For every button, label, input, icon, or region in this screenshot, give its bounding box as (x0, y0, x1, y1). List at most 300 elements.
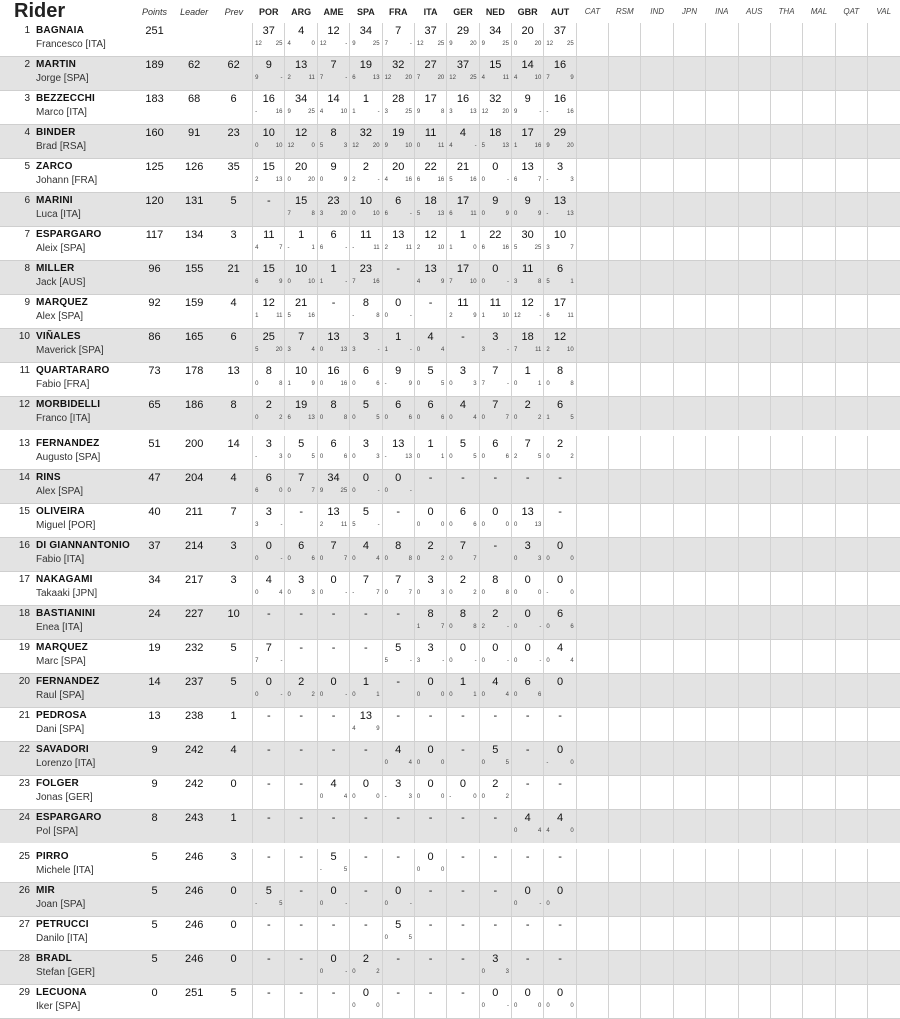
main-race-points: 4 (570, 658, 574, 664)
main-race-points: 25 (437, 41, 445, 47)
race-total-points: 0 (556, 987, 564, 999)
rider-cell (0, 295, 136, 329)
sprint-points: 0 (481, 969, 485, 975)
main-race-points: 6 (440, 415, 445, 421)
future-race-cell (835, 397, 867, 434)
race-result-cell (479, 193, 511, 227)
future-race-cell (706, 227, 738, 261)
race-total-points: 0 (427, 506, 434, 518)
race-result-cell (447, 227, 479, 261)
future-race-cell (738, 470, 770, 504)
rider-row (0, 572, 900, 606)
rider-first-name-nation: Miguel [POR] (36, 520, 96, 531)
race-result-cell (414, 329, 446, 363)
rider-surname: MIR (36, 885, 55, 896)
rider-surname: MARINI (36, 195, 73, 206)
future-race-cell (576, 674, 608, 708)
future-race-cell (835, 91, 867, 125)
rider-cell (0, 227, 136, 261)
race-total-points: 2 (556, 438, 564, 450)
race-result-cell (447, 23, 479, 57)
future-race-cell (770, 57, 802, 91)
sprint-points: 0 (514, 828, 518, 834)
rider-surname: BAGNAIA (36, 25, 85, 36)
race-result-cell (447, 674, 479, 708)
sprint-points: 0 (319, 901, 324, 907)
race-total-points: - (299, 987, 303, 999)
main-race-points: 0 (538, 590, 542, 596)
future-race-cell (803, 985, 835, 1019)
future-race-cell (641, 572, 673, 606)
race-result-cell (285, 708, 317, 742)
rider-gap-leader: 165 (173, 329, 215, 363)
future-race-cell (835, 572, 867, 606)
sprint-points: 0 (514, 692, 518, 698)
race-total-points: 1 (427, 438, 434, 450)
future-race-cell (576, 295, 608, 329)
rider-points: 19 (136, 640, 174, 674)
future-race-cell (609, 742, 641, 776)
main-race-points: - (345, 279, 348, 285)
rider-gap-leader: 246 (173, 917, 215, 951)
main-race-points: 4 (538, 828, 542, 834)
main-race-points: - (280, 522, 283, 528)
race-result-cell (479, 91, 511, 125)
race-result-cell (317, 470, 349, 504)
rider-cell (0, 159, 136, 193)
race-result-cell (253, 951, 285, 985)
race-total-points: - (299, 851, 303, 863)
sprint-points: 0 (319, 692, 324, 698)
race-result-cell (285, 433, 317, 470)
future-race-cell (641, 193, 673, 227)
race-result-cell (479, 433, 511, 470)
rider-position: 11 (19, 365, 30, 376)
race-result-cell (285, 261, 317, 295)
race-total-points: 6 (330, 229, 337, 241)
race-total-points: 6 (265, 472, 272, 484)
race-result-cell (544, 742, 576, 776)
rider-gap-leader: 227 (173, 606, 215, 640)
future-race-cell (673, 227, 705, 261)
race-total-points: - (266, 919, 271, 931)
sprint-points: - (449, 794, 452, 800)
race-total-points: 2 (459, 574, 467, 586)
race-result-cell (414, 23, 446, 57)
rider-first-name-nation: Franco [ITA] (36, 413, 91, 424)
race-result-cell (414, 433, 446, 470)
main-race-points: 1 (538, 381, 542, 387)
race-total-points: 17 (456, 263, 470, 275)
sprint-points: 0 (481, 794, 485, 800)
rider-points: 251 (136, 23, 174, 57)
future-race-cell (673, 504, 705, 538)
race-result-cell (350, 674, 382, 708)
race-result-cell (285, 810, 317, 847)
race-total-points: 19 (359, 59, 372, 71)
sprint-points: 0 (319, 347, 324, 353)
future-race-cell (609, 397, 641, 434)
main-race-points: 0 (440, 522, 445, 528)
future-race-cell (641, 810, 673, 847)
race-result-cell (285, 57, 317, 91)
race-total-points: 12 (327, 25, 340, 37)
future-race-cell (738, 227, 770, 261)
main-race-points: - (345, 969, 348, 975)
future-race-cell (609, 329, 641, 363)
future-race-cell (641, 159, 673, 193)
race-total-points: - (266, 953, 271, 965)
race-total-points: - (396, 710, 401, 722)
future-race-cell (803, 470, 835, 504)
race-total-points: 1 (459, 229, 467, 241)
race-result-cell (285, 640, 317, 674)
race-result-cell (382, 397, 414, 434)
sprint-points: 0 (449, 590, 453, 596)
race-result-cell (544, 295, 576, 329)
future-race-cell (641, 433, 673, 470)
race-total-points: 0 (362, 778, 369, 790)
race-result-cell (350, 742, 382, 776)
main-race-points: 9 (279, 279, 283, 285)
future-race-cell (641, 470, 673, 504)
main-race-points: - (539, 901, 542, 907)
race-total-points: 0 (427, 676, 434, 688)
race-total-points: 6 (298, 540, 305, 552)
race-result-cell (414, 572, 446, 606)
future-race-cell (641, 57, 673, 91)
future-race-cell (867, 742, 900, 776)
race-total-points: 7 (330, 59, 337, 71)
race-result-cell (479, 810, 511, 847)
rider-surname: BASTIANINI (36, 608, 96, 619)
sprint-points: 4 (514, 75, 518, 81)
rider-row (0, 742, 900, 776)
main-race-points: - (377, 347, 380, 353)
main-race-points: 3 (311, 590, 315, 596)
race-total-points: 9 (524, 93, 531, 105)
future-race-cell (609, 846, 641, 883)
sprint-points: - (546, 590, 549, 596)
race-total-points: 37 (456, 59, 470, 71)
race-total-points: 0 (556, 540, 564, 552)
race-total-points: 4 (556, 642, 564, 654)
sprint-points: 0 (449, 658, 453, 664)
main-race-points: - (507, 279, 509, 285)
race-result-cell (544, 470, 576, 504)
rider-row (0, 810, 900, 847)
future-race-cell (673, 985, 705, 1019)
race-total-points: 0 (524, 574, 531, 586)
race-header-ita: ITA (423, 6, 438, 17)
race-total-points: 6 (330, 438, 337, 450)
race-result-cell (253, 193, 285, 227)
rider-row (0, 125, 900, 159)
race-result-cell (285, 23, 317, 57)
rider-position: 16 (18, 540, 30, 551)
main-race-points: 6 (570, 624, 574, 630)
sprint-points: 12 (449, 75, 456, 81)
main-race-points: 2 (473, 590, 477, 596)
race-total-points: 11 (263, 229, 275, 241)
main-race-points: 16 (340, 381, 348, 387)
future-race-cell (673, 742, 705, 776)
rider-gap-prev: 5 (215, 674, 253, 708)
rider-cell (0, 538, 136, 572)
race-result-cell (512, 91, 544, 125)
future-race-cell (738, 504, 770, 538)
rider-surname: NAKAGAMI (36, 574, 93, 585)
future-race-cell (673, 572, 705, 606)
rider-gap-prev: 10 (215, 606, 253, 640)
sprint-points: 0 (546, 901, 550, 907)
main-race-points: 13 (437, 211, 445, 217)
race-result-cell (447, 433, 479, 470)
future-race-cell (609, 91, 641, 125)
future-race-cell (673, 193, 705, 227)
race-total-points: - (558, 472, 562, 484)
rider-row (0, 883, 900, 917)
race-result-cell (382, 57, 414, 91)
race-total-points: - (331, 710, 336, 722)
race-result-cell (544, 227, 576, 261)
sprint-points: 0 (287, 590, 291, 596)
main-race-points: 10 (534, 75, 542, 81)
future-race-cell (576, 640, 608, 674)
race-result-cell (414, 883, 446, 917)
sprint-points: 0 (384, 590, 388, 596)
race-total-points: 0 (395, 297, 402, 309)
sprint-points: 12 (481, 109, 489, 115)
race-total-points: 10 (295, 263, 308, 275)
future-race-cell (803, 640, 835, 674)
main-race-points: 11 (308, 75, 315, 81)
rider-gap-prev: 3 (215, 572, 253, 606)
race-result-cell (285, 606, 317, 640)
race-result-cell (382, 538, 414, 572)
race-total-points: 16 (262, 93, 275, 105)
race-total-points: 13 (392, 438, 405, 450)
rider-cell (0, 397, 136, 434)
future-race-cell (673, 538, 705, 572)
race-result-cell (447, 125, 479, 159)
rider-position: 2 (24, 59, 30, 70)
future-race-cell (641, 776, 673, 810)
rider-gap-leader: 214 (173, 538, 215, 572)
sprint-points: - (255, 109, 258, 115)
rider-gap-leader: 211 (173, 504, 215, 538)
future-race-cell (706, 640, 738, 674)
sprint-points: 0 (449, 381, 453, 387)
race-result-cell (382, 295, 414, 329)
future-race-cell (803, 329, 835, 363)
sprint-points: 0 (384, 760, 388, 766)
main-race-points: 4 (440, 347, 445, 353)
future-race-cell (770, 572, 802, 606)
sprint-points: - (546, 109, 549, 115)
race-total-points: 28 (392, 93, 405, 105)
main-race-points: 9 (343, 177, 348, 183)
future-race-cell (673, 846, 705, 883)
rider-row (0, 951, 900, 985)
race-result-cell (544, 640, 576, 674)
race-total-points: - (493, 851, 498, 863)
rider-first-name-nation: Jack [AUS] (36, 277, 86, 288)
main-race-points: 10 (469, 279, 477, 285)
main-race-points: 5 (538, 454, 542, 460)
race-total-points: 5 (492, 744, 499, 756)
main-race-points: 11 (438, 143, 445, 149)
rider-gap-prev: 21 (215, 261, 253, 295)
main-race-points: 11 (340, 522, 348, 528)
sprint-points: 3 (319, 211, 324, 217)
sprint-points: 0 (546, 624, 550, 630)
rider-first-name-nation: Marco [ITA] (36, 107, 87, 118)
main-race-points: 0 (376, 1003, 380, 1009)
sprint-points: 2 (514, 454, 518, 460)
future-race-cell (867, 917, 900, 951)
main-race-points: 20 (372, 143, 380, 149)
future-race-cell (738, 125, 770, 159)
future-race-cell (641, 708, 673, 742)
sprint-points: 2 (255, 177, 259, 183)
future-race-cell (835, 261, 867, 295)
future-race-cell (641, 363, 673, 397)
future-race-cell (738, 193, 770, 227)
race-result-cell (544, 23, 576, 57)
future-race-cell (835, 227, 867, 261)
main-race-points: 4 (343, 794, 348, 800)
race-total-points: 29 (553, 127, 567, 139)
future-race-cell (738, 23, 770, 57)
sprint-points: 0 (416, 454, 421, 460)
future-race-cell (609, 674, 641, 708)
race-result-cell (317, 708, 349, 742)
main-race-points: 0 (440, 760, 445, 766)
race-result-cell (447, 159, 479, 193)
race-result-cell (350, 470, 382, 504)
race-total-points: 0 (492, 987, 499, 999)
rider-points: 47 (136, 470, 174, 504)
rider-gap-leader: 134 (173, 227, 215, 261)
race-result-cell (447, 985, 479, 1019)
main-race-points: - (409, 313, 412, 319)
rider-gap-leader: 68 (173, 91, 215, 125)
race-result-cell (512, 538, 544, 572)
main-race-points: 9 (505, 211, 509, 217)
sprint-points: 9 (287, 109, 291, 115)
main-race-points: 6 (376, 381, 380, 387)
rider-points: 13 (136, 708, 174, 742)
race-total-points: 21 (295, 297, 308, 309)
sprint-points: 0 (449, 454, 453, 460)
main-race-points: - (409, 901, 412, 907)
sprint-points: 0 (481, 760, 485, 766)
race-result-cell (382, 329, 414, 363)
future-race-cell (673, 810, 705, 847)
future-race-cell (770, 159, 802, 193)
race-total-points: - (331, 642, 336, 654)
race-total-points: 0 (362, 472, 369, 484)
rider-gap-leader: 232 (173, 640, 215, 674)
race-result-cell (350, 295, 382, 329)
race-total-points: 7 (395, 574, 402, 586)
future-race-cell (673, 57, 705, 91)
race-result-cell (317, 883, 349, 917)
race-result-cell (414, 470, 446, 504)
future-race-cell (673, 776, 705, 810)
rider-surname: BRADL (36, 953, 72, 964)
rider-row (0, 985, 900, 1019)
race-total-points: - (364, 851, 368, 863)
sprint-points: 3 (449, 109, 453, 115)
main-race-points: 7 (538, 177, 542, 183)
future-race-cell (803, 742, 835, 776)
race-total-points: 5 (459, 438, 467, 450)
future-race-cell (576, 227, 608, 261)
race-total-points: 6 (395, 195, 402, 207)
race-total-points: - (525, 744, 530, 756)
race-result-cell (350, 708, 382, 742)
rider-position: 7 (24, 229, 30, 240)
rider-gap-leader: 200 (173, 433, 215, 470)
rider-surname: PEDROSA (36, 710, 87, 721)
race-result-cell (447, 538, 479, 572)
main-race-points: 8 (343, 415, 348, 421)
future-race-cell (706, 433, 738, 470)
main-race-points: 9 (440, 279, 445, 285)
race-total-points: 4 (427, 331, 434, 343)
future-race-cell (770, 538, 802, 572)
race-total-points: - (396, 506, 401, 518)
race-result-cell (382, 91, 414, 125)
rider-cell (0, 504, 136, 538)
rider-gap-leader: 217 (173, 572, 215, 606)
race-result-cell (350, 193, 382, 227)
future-race-cell (867, 227, 900, 261)
race-result-cell (544, 159, 576, 193)
rider-points: 125 (136, 159, 174, 193)
future-race-header-rsm: RSM (615, 7, 634, 16)
future-race-cell (641, 23, 673, 57)
race-result-cell (350, 159, 382, 193)
race-total-points: 3 (298, 574, 305, 586)
sprint-points: 1 (546, 415, 550, 421)
race-result-cell (285, 295, 317, 329)
rider-cell (0, 193, 136, 227)
race-total-points: - (461, 331, 465, 343)
future-race-cell (867, 640, 900, 674)
rider-gap-leader: 246 (173, 951, 215, 985)
race-result-cell (253, 329, 285, 363)
race-result-cell (382, 23, 414, 57)
main-race-points: 9 (408, 381, 412, 387)
race-result-cell (414, 159, 446, 193)
race-result-cell (414, 193, 446, 227)
rider-row (0, 470, 900, 504)
future-race-cell (576, 433, 608, 470)
future-race-cell (576, 23, 608, 57)
race-result-cell (317, 329, 349, 363)
future-race-cell (835, 810, 867, 847)
future-race-cell (770, 91, 802, 125)
rider-position: 13 (18, 438, 30, 449)
race-total-points: 12 (521, 297, 534, 309)
race-total-points: 16 (553, 93, 567, 105)
future-race-cell (803, 708, 835, 742)
rider-gap-leader: 155 (173, 261, 215, 295)
race-total-points: - (396, 851, 401, 863)
